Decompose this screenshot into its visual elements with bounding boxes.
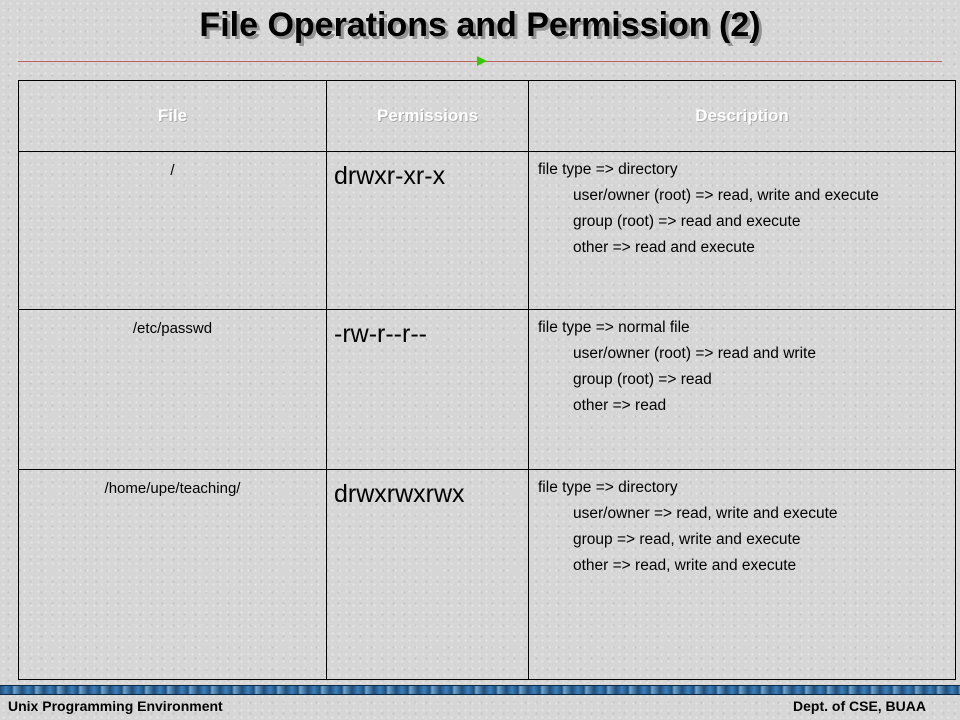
footer-department: Dept. of CSE, BUAA <box>793 698 926 714</box>
owner-permission-line: user/owner => read, write and execute <box>573 505 838 522</box>
permissions-table <box>18 80 956 680</box>
other-permission-line: other => read and execute <box>573 239 755 256</box>
column-header-description: Description <box>529 81 956 152</box>
permission-string-cell: -rw-r--r-- <box>327 310 529 470</box>
table-row <box>19 152 956 310</box>
footer-course-name: Unix Programming Environment <box>8 698 223 714</box>
group-permission-line: group => read, write and execute <box>573 531 801 548</box>
group-permission-line: group (root) => read <box>573 371 712 388</box>
table-row <box>19 470 956 680</box>
file-type-line: file type => normal file <box>538 319 690 336</box>
permission-string-cell: drwxrwxrwx <box>327 470 529 680</box>
footer-decorative-bar <box>0 685 960 695</box>
column-header-file: File <box>19 81 327 152</box>
owner-permission-line: user/owner (root) => read, write and execute <box>573 187 879 204</box>
file-path-cell: /home/upe/teaching/ <box>19 470 327 680</box>
file-type-line: file type => directory <box>538 479 678 496</box>
table-row <box>19 310 956 470</box>
table-header-row <box>19 81 956 152</box>
description-cell <box>529 152 956 310</box>
file-path-cell: / <box>19 152 327 310</box>
group-permission-line: group (root) => read and execute <box>573 213 801 230</box>
description-cell <box>529 470 956 680</box>
file-type-line: file type => directory <box>538 161 678 178</box>
other-permission-line: other => read <box>573 397 667 414</box>
other-permission-line: other => read, write and execute <box>573 557 797 574</box>
column-header-permissions: Permissions <box>327 81 529 152</box>
permission-string-cell: drwxr-xr-x <box>327 152 529 310</box>
file-path-cell: /etc/passwd <box>19 310 327 470</box>
play-arrow-icon <box>477 56 487 66</box>
owner-permission-line: user/owner (root) => read and write <box>573 345 816 362</box>
slide-title: File Operations and Permission (2) <box>199 6 761 44</box>
description-cell <box>529 310 956 470</box>
